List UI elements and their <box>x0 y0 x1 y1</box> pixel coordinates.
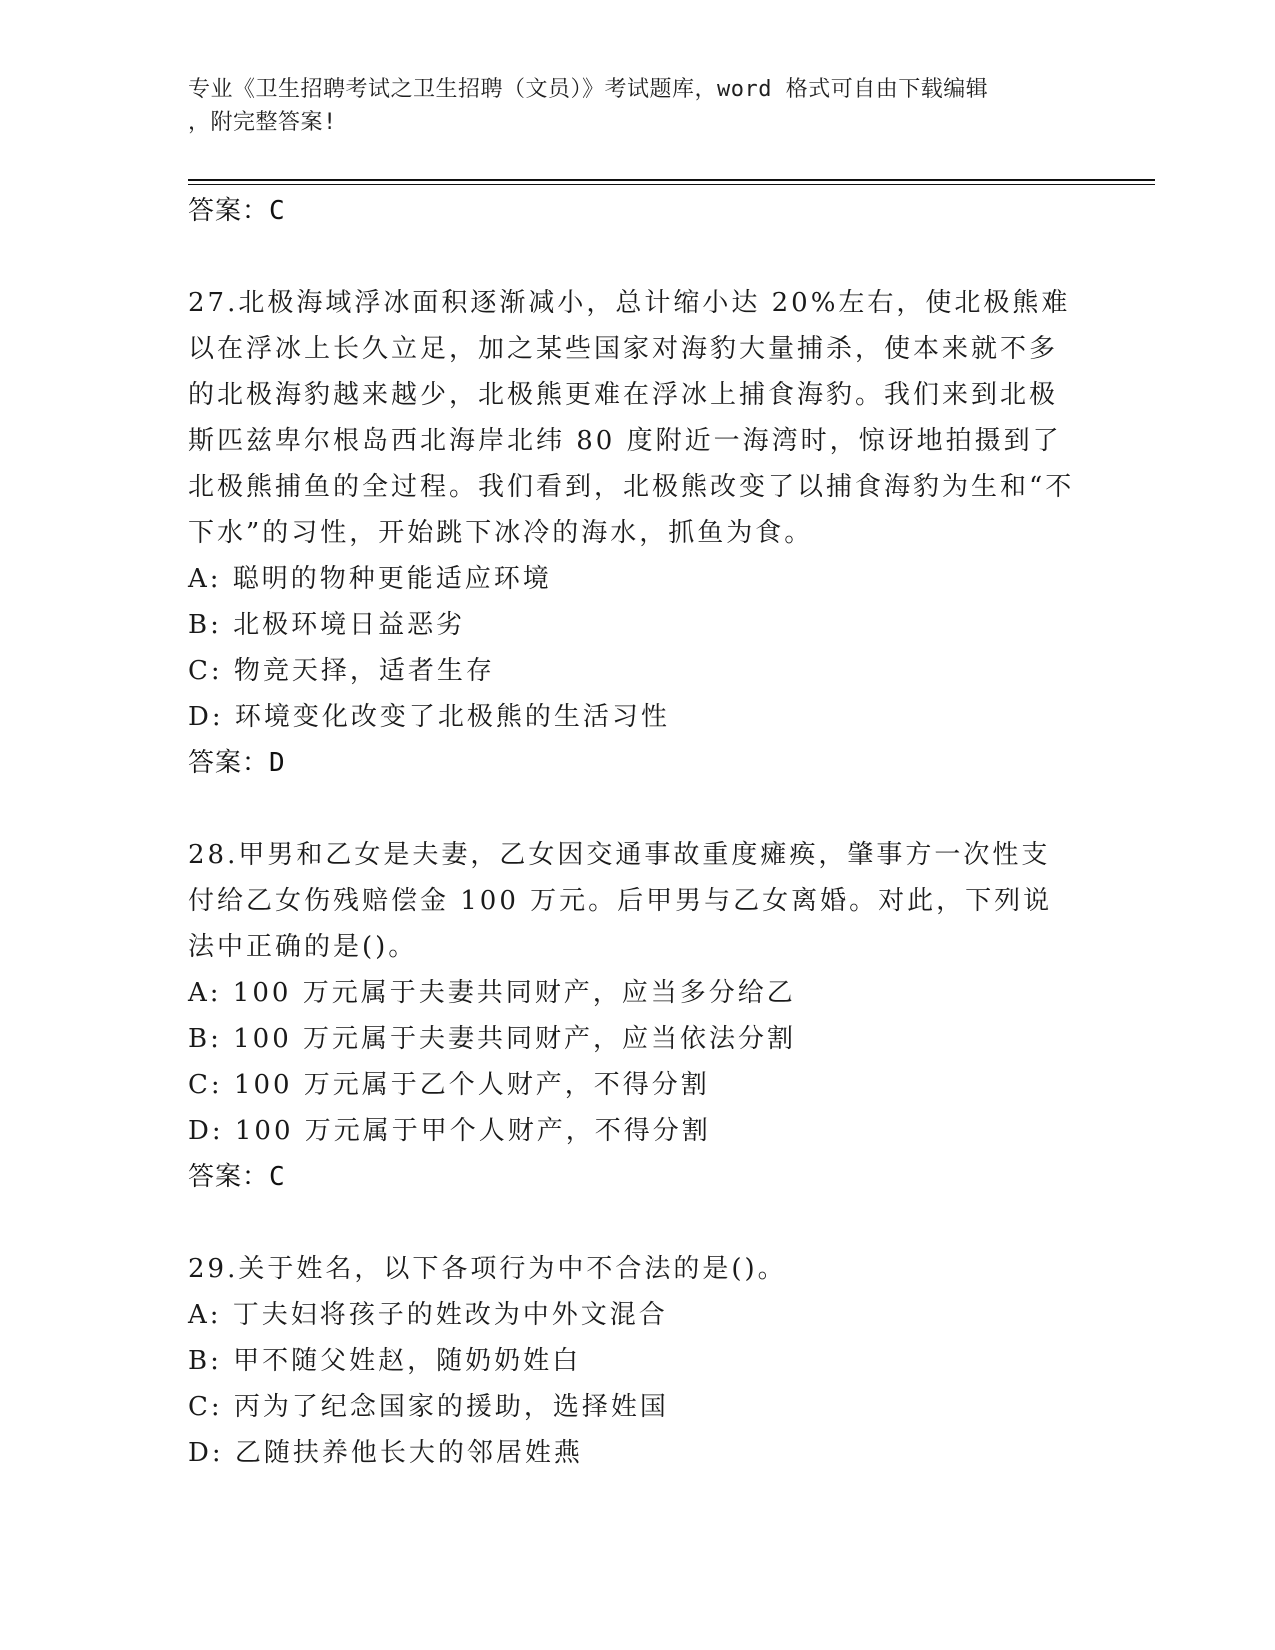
option-a: A: 100 万元属于夫妻共同财产，应当多分给乙 <box>188 978 796 1008</box>
option-c: C: 丙为了纪念国家的援助，选择姓国 <box>188 1392 669 1422</box>
option-d: D: 100 万元属于甲个人财产，不得分割 <box>188 1116 711 1146</box>
option-d: D: 乙随扶养他长大的邻居姓燕 <box>188 1438 583 1468</box>
header-divider <box>188 179 1155 181</box>
header-divider-thin <box>188 184 1155 185</box>
header-line-2: ，附完整答案! <box>188 110 337 135</box>
option-c: C: 100 万元属于乙个人财产，不得分割 <box>188 1070 710 1100</box>
option-b: B: 100 万元属于夫妻共同财产，应当依法分割 <box>188 1024 797 1054</box>
answer-line: 答案：C <box>188 196 286 226</box>
question-text: 28.甲男和乙女是夫妻，乙女因交通事故重度瘫痪，肇事方一次性支付给乙女伤残赔偿金 100 万元。后甲男与乙女离婚。对此，下列说法中正确的是()。 <box>188 840 1053 962</box>
header-line-1: 专业《卫生招聘考试之卫生招聘（文员）》考试题库，word 格式可自由下载编辑 <box>188 77 989 102</box>
question-29 <box>188 1246 1088 1476</box>
option-a: A: 丁夫妇将孩子的姓改为中外文混合 <box>188 1300 668 1330</box>
question-28 <box>188 832 1088 1200</box>
option-b: B: 北极环境日益恶劣 <box>188 610 466 640</box>
document-body <box>188 188 1088 1476</box>
question-text: 27.北极海域浮冰面积逐渐减小，总计缩小达 20%左右，使北极熊难以在浮冰上长久立足，加之某些国家对海豹大量捕杀，使本来就不多的北极海豹越来越少，北极熊更难在浮冰上捕食海豹。我们来到北极斯匹兹卑尔根岛西北海岸北纬 80 度附近一海湾时，惊讶地拍摄到了北极熊捕鱼的全过程。我们看到，北极熊改变了以捕食海豹为生和“不下水”的习性，开始跳下冰冷的海水，抓鱼为食。 <box>188 288 1075 548</box>
option-d: D: 环境变化改变了北极熊的生活习性 <box>188 702 670 732</box>
question-text: 29.关于姓名，以下各项行为中不合法的是()。 <box>188 1254 787 1284</box>
option-b: B: 甲不随父姓赵，随奶奶姓白 <box>188 1346 582 1376</box>
page-header <box>188 73 1068 139</box>
answer-line: 答案：D <box>188 748 286 778</box>
question-27 <box>188 280 1088 786</box>
option-c: C: 物竞天择，适者生存 <box>188 656 495 686</box>
option-a: A: 聪明的物种更能适应环境 <box>188 564 552 594</box>
answer-line: 答案：C <box>188 1162 286 1192</box>
